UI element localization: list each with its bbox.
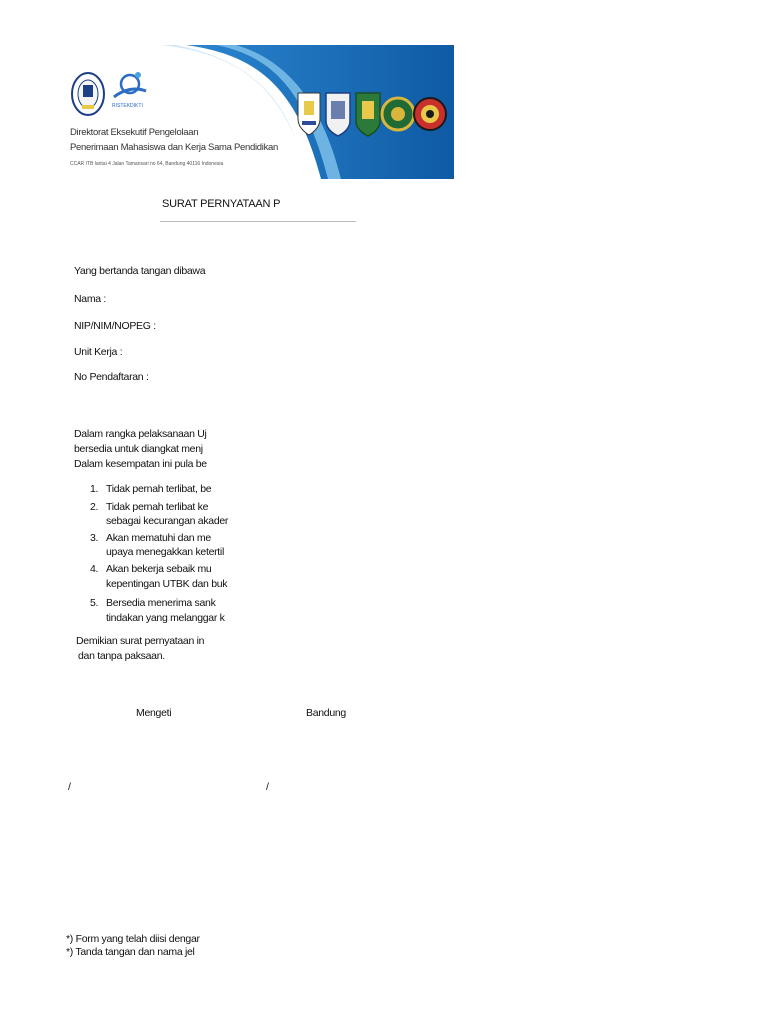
paragraph-line-2: bersedia untuk diangkat menj: [74, 443, 203, 455]
paragraph-line-1: Dalam rangka pelaksanaan Uj: [74, 428, 207, 440]
sign-right-label: Bandung: [306, 707, 346, 719]
intro-text: Yang bertanda tangan dibawa: [74, 265, 206, 277]
ristekdikti-label: RISTEKDIKTI: [112, 103, 143, 109]
unsyiah-logo-icon: [326, 93, 350, 136]
paragraph-line-3: Dalam kesempatan ini pula be: [74, 458, 207, 470]
field-no-pendaftaran-label: No Pendaftaran :: [74, 371, 149, 383]
closing-line-1: Demikian surat pernyataan in: [76, 635, 205, 647]
item-1-number: 1.: [90, 483, 99, 495]
upi-logo-icon: [298, 93, 320, 135]
item-2-line-2: sebagai kecurangan akader: [106, 515, 229, 527]
item-5-line-1: Bersedia menerima sank: [106, 597, 216, 609]
field-nip-label: NIP/NIM/NOPEG :: [74, 320, 156, 332]
item-2-number: 2.: [90, 501, 99, 513]
sign-left-label: Mengeti: [136, 707, 172, 719]
org-line-1: Direktorat Eksekutif Pengelolaan: [70, 127, 199, 138]
field-nama-label: Nama :: [74, 293, 107, 305]
item-3-line-2: upaya menegakkan ketertil: [106, 546, 224, 558]
item-3-number: 3.: [90, 532, 99, 544]
closing-line-2: dan tanpa paksaan.: [78, 650, 165, 662]
footnote-1: *) Form yang telah diisi dengar: [66, 933, 200, 945]
unila-logo-icon: [382, 98, 414, 130]
item-2-line-1: Tidak pernah terlibat ke: [106, 501, 209, 513]
item-1-line-1: Tidak pernah terlibat, be: [106, 483, 212, 495]
item-5-number: 5.: [90, 597, 99, 609]
letterhead-banner: [66, 45, 454, 179]
uin-logo-icon: [356, 93, 380, 136]
sign-left-mark: /: [68, 781, 71, 793]
item-5-line-2: tindakan yang melanggar k: [106, 612, 225, 624]
title-divider: [160, 221, 356, 222]
unsri-logo-icon: [414, 98, 446, 130]
item-3-line-1: Akan mematuhi dan me: [106, 532, 211, 544]
org-address: CCAR ITB lantai 4 Jalan Tamansari no 64, Bandung 40116 Indonesia: [70, 161, 224, 167]
sign-right-mark: /: [266, 781, 269, 793]
university-seal-icon: [70, 71, 106, 117]
field-unit-label: Unit Kerja :: [74, 346, 123, 358]
ristekdikti-logo-icon: [110, 67, 148, 105]
item-4-line-1: Akan bekerja sebaik mu: [106, 563, 212, 575]
university-logos: [296, 89, 450, 139]
document-title: SURAT PERNYATAAN P: [162, 198, 281, 210]
footnote-2: *) Tanda tangan dan nama jel: [66, 946, 195, 958]
item-4-number: 4.: [90, 563, 99, 575]
item-4-line-2: kepentingan UTBK dan buk: [106, 578, 228, 590]
org-line-2: Penerimaan Mahasiswa dan Kerja Sama Pendidikan: [70, 142, 278, 153]
